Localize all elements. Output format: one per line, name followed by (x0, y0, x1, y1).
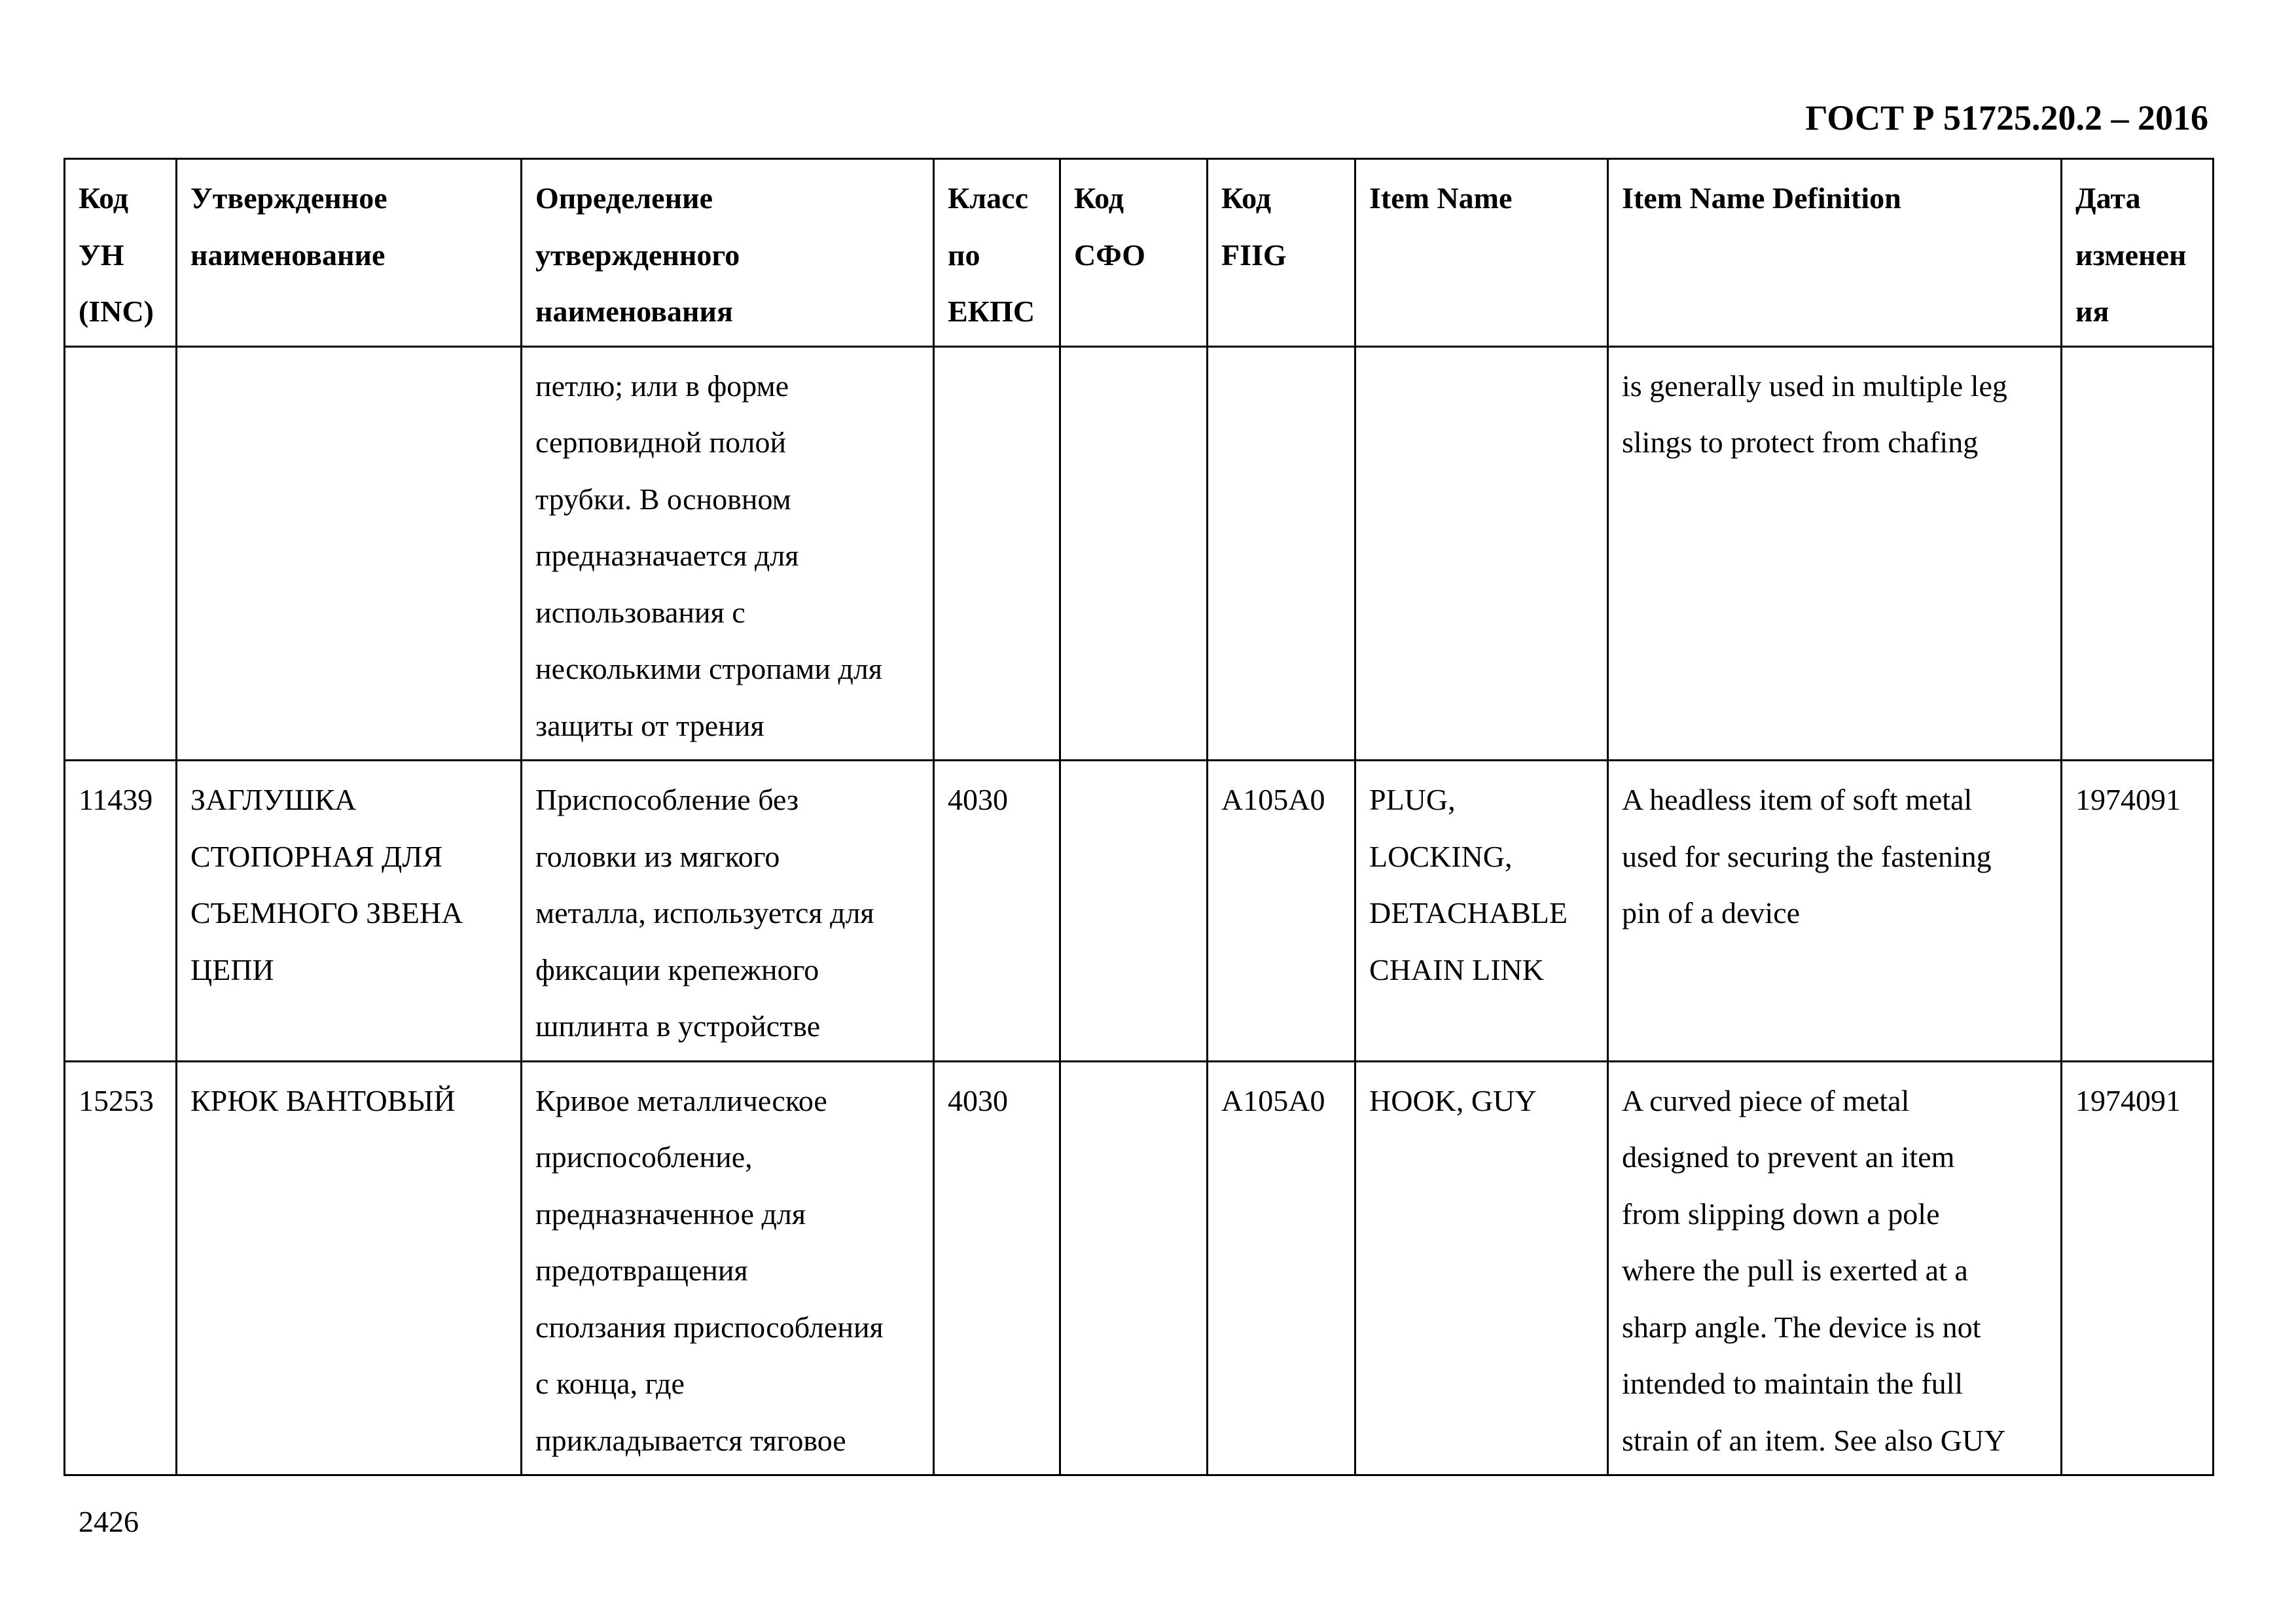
cell-date: 1974091 (2062, 1061, 2214, 1475)
cell-fiig (1208, 346, 1355, 761)
cell-item-name: HOOK, GUY (1355, 1061, 1608, 1475)
cell-class (934, 346, 1060, 761)
table-header-row (65, 159, 2214, 347)
header-approved-name: Утвержденное наименование (177, 159, 522, 347)
header-ekps-class: Класс по ЕКПС (934, 159, 1060, 347)
cell-approved-name (177, 346, 522, 761)
header-item-name: Item Name (1355, 159, 1608, 347)
cell-sfo (1060, 1061, 1208, 1475)
cell-item-name (1355, 346, 1608, 761)
cell-item-name-definition: is generally used in multiple leg slings to protect from chafing (1608, 346, 2062, 761)
cell-class: 4030 (934, 761, 1060, 1062)
header-approved-name-definition: Определение утвержденного наименования (522, 159, 934, 347)
table-row (65, 346, 2214, 761)
table-row (65, 761, 2214, 1062)
nomenclature-table (63, 158, 2214, 1476)
cell-date: 1974091 (2062, 761, 2214, 1062)
cell-item-name-definition: A curved piece of metal designed to prevent an item from slipping down a pole where the pull is exerted at a sharp angle. The device is not intended to maintain the full strain of an item. See also GUY (1608, 1061, 2062, 1475)
header-inc-code: Код УН (INC) (65, 159, 177, 347)
cell-item-name-definition: A headless item of soft metal used for securing the fastening pin of a device (1608, 761, 2062, 1062)
cell-date (2062, 346, 2214, 761)
cell-inc (65, 346, 177, 761)
header-item-name-definition: Item Name Definition (1608, 159, 2062, 347)
cell-sfo (1060, 761, 1208, 1062)
page-number: 2426 (79, 1505, 139, 1538)
cell-inc: 15253 (65, 1061, 177, 1475)
cell-sfo (1060, 346, 1208, 761)
cell-fiig: A105A0 (1208, 1061, 1355, 1475)
header-fiig-code: Код FIIG (1208, 159, 1355, 347)
cell-item-name: PLUG, LOCKING, DETACHABLE CHAIN LINK (1355, 761, 1608, 1062)
table-row (65, 1061, 2214, 1475)
cell-inc: 11439 (65, 761, 177, 1062)
cell-approved-name: КРЮК ВАНТОВЫЙ (177, 1061, 522, 1475)
header-change-date: Дата изменен ия (2062, 159, 2214, 347)
cell-class: 4030 (934, 1061, 1060, 1475)
cell-definition: Приспособление без головки из мягкого металла, используется для фиксации крепежного шплинта в устройстве (522, 761, 934, 1062)
cell-approved-name: ЗАГЛУШКА СТОПОРНАЯ ДЛЯ СЪЕМНОГО ЗВЕНА ЦЕПИ (177, 761, 522, 1062)
header-sfo-code: Код СФО (1060, 159, 1208, 347)
document-standard-header: ГОСТ Р 51725.20.2 – 2016 (1805, 98, 2208, 137)
cell-definition: петлю; или в форме серповидной полой трубки. В основном предназначается для использования с несколькими стропами для защиты от трения (522, 346, 934, 761)
cell-fiig: A105A0 (1208, 761, 1355, 1062)
cell-definition: Кривое металлическое приспособление, предназначенное для предотвращения сползания приспособления с конца, где прикладывается тяговое (522, 1061, 934, 1475)
